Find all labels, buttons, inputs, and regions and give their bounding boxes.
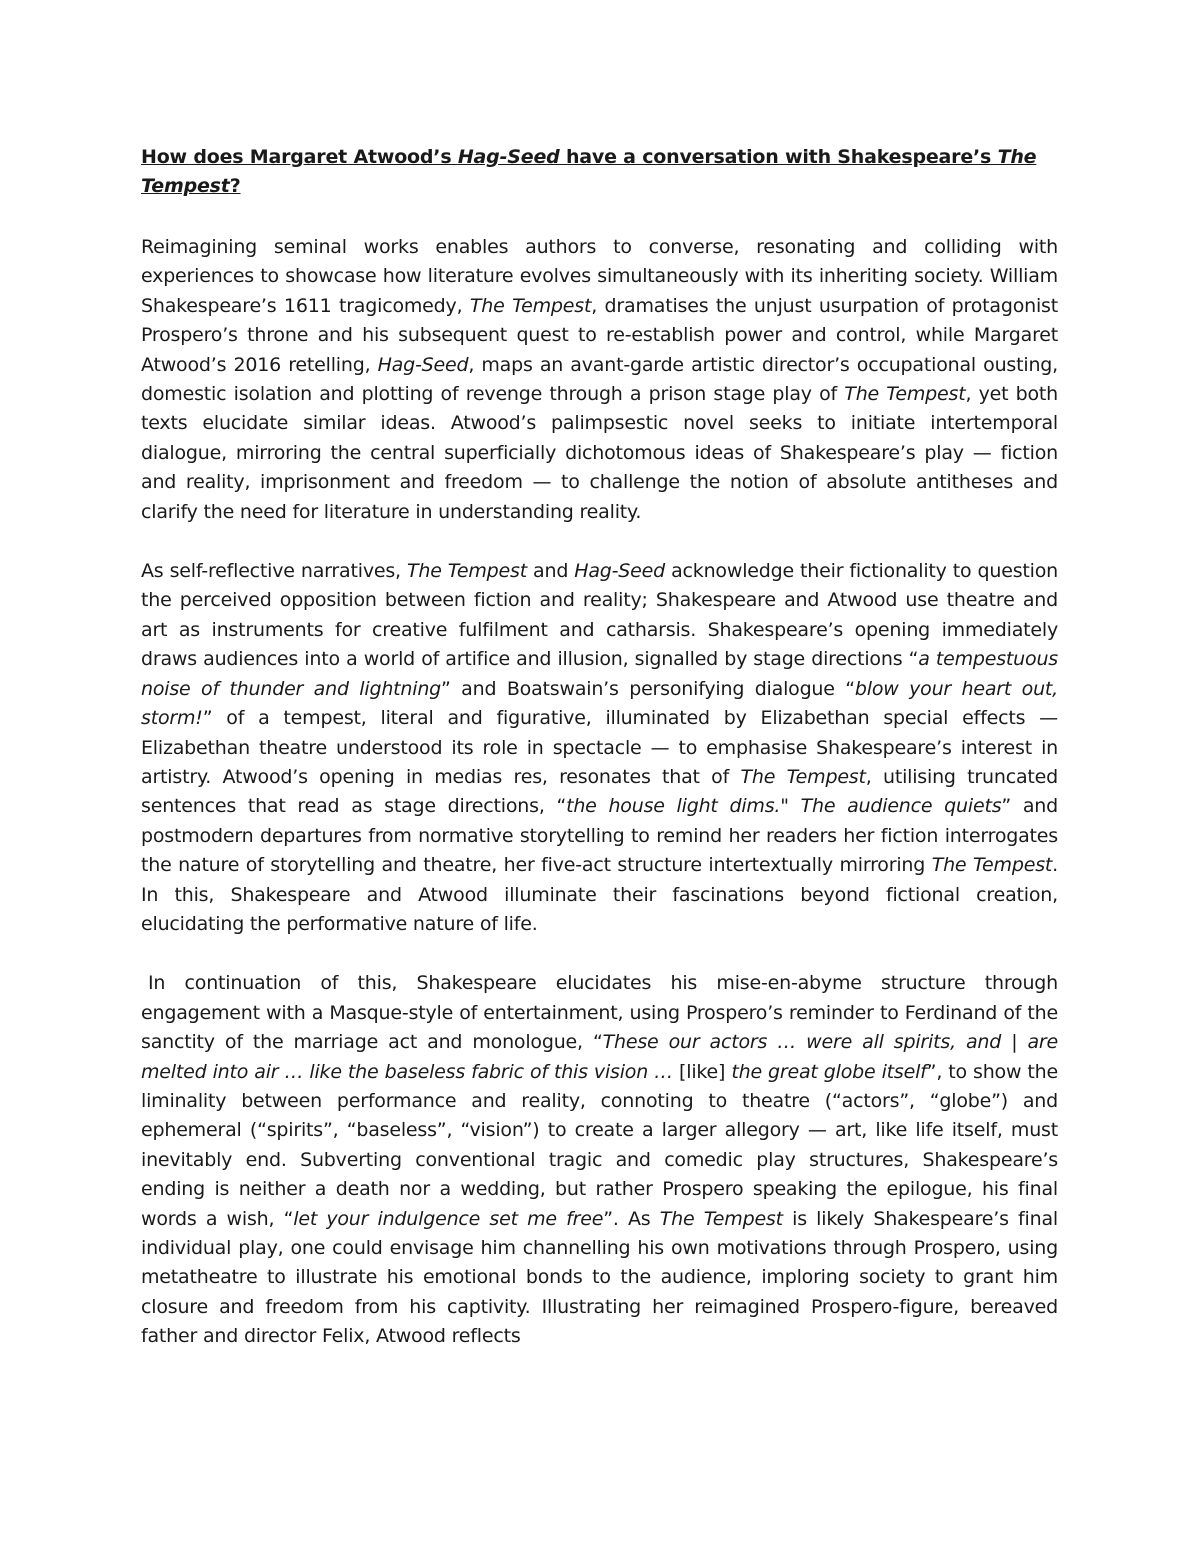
title-italic-hag-seed: Hag-Seed xyxy=(457,146,560,168)
italic-title-ref: Hag-Seed xyxy=(574,560,666,583)
italic-title-ref: The Tempest xyxy=(844,383,966,406)
paragraph-body-2 xyxy=(141,969,1058,1351)
paragraph-body-1 xyxy=(141,557,1058,939)
paragraph-text: . In this, Shakespeare and Atwood illuminate their fascinations beyond fictional creation, elucidating the performative nature of life. xyxy=(141,854,1058,935)
italic-title-ref: The Tempest xyxy=(740,765,866,788)
italic-quote: the house light dims." The audience quiets xyxy=(566,795,1002,818)
paragraph-text: , maps an avant-garde artistic director’s occupational ousting, domestic isolation and plotting of revenge through a prison stage play of xyxy=(141,353,1058,406)
italic-title-ref: Hag-Seed xyxy=(377,353,469,376)
paragraph-text: ” and Boatswain’s personifying dialogue “ xyxy=(441,677,855,700)
italic-quote: the great globe itself xyxy=(731,1060,927,1083)
italic-title-ref: The Tempest xyxy=(406,560,527,583)
paragraph-text: Reimagining seminal works enables authors to converse, resonating and colliding with experiences to showcase how literature evolves simultaneously with its inheriting society. William Shakespeare’s 1611 tragicomedy, xyxy=(141,236,1058,317)
italic-quote: let your indulgence set me free xyxy=(293,1207,604,1230)
paragraph-text: ” of a tempest, literal and figurative, illuminated by Elizabethan special effects — Elizabethan theatre understood its role in spectacle — to emphasise Shakespeare’s interest in artistry. Atwood’s opening in medias res, resonates that of xyxy=(141,707,1058,788)
italic-quote: blow your heart out, storm! xyxy=(141,677,1059,730)
italic-quote: a tempestuous noise of thunder and lightning xyxy=(141,648,1058,700)
paragraph-text: , dramatises the unjust usurpation of protagonist Prospero’s throne and his subsequent quest to re-establish power and control, while Margaret Atwood’s 2016 retelling, xyxy=(141,294,1058,376)
italic-title-ref: The Tempest xyxy=(659,1207,783,1230)
paragraph-text: ” and postmodern departures from normative storytelling to remind her readers her fiction interrogates the nature of storytelling and theatre, her five-act structure intertextually mirroring xyxy=(141,795,1058,877)
title-text: How does Margaret Atwood’s xyxy=(141,146,458,168)
paragraph-text: , yet both texts elucidate similar ideas. Atwood’s palimpsestic novel seeks to initiate intertemporal dialogue, mirroring the central superficially dichotomous ideas of Shakespeare’s play — fiction and reality, imprisonment and freedom — to challenge the notion of absolute antitheses and clarify the need for literature in understanding reality. xyxy=(141,383,1059,523)
document-title xyxy=(141,143,1058,201)
paragraph-text: , utilising truncated sentences that read as stage directions, “ xyxy=(141,765,1059,818)
paragraph-introduction xyxy=(141,233,1058,527)
italic-quote: These our actors … were all spirits, and | are melted into air … like the baseless fabric of this vision … xyxy=(141,1031,1059,1083)
paragraph-text: ”, to show the liminality between performance and reality, connoting to theatre (“actors”, “globe”) and ephemeral (“spirits”, “baseless”, “vision”) to create a larger allegory — art, like life itself, must inevitably end. Subverting conventional tragic and comedic play structures, Shakespeare’s ending is neither a death nor a wedding, but rather Prospero speaking the epilogue, his final words a wish, “ xyxy=(141,1060,1058,1230)
paragraph-text: acknowledge their fictionality to question the perceived opposition between fiction and reality; Shakespeare and Atwood use theatre and art as instruments for creative fulfilment and catharsis. Shakespeare’s opening immediately draws audiences into a world of artifice and illusion, signalled by stage directions “ xyxy=(141,560,1059,671)
document-page xyxy=(141,130,1058,1352)
paragraph-text: In continuation of this, Shakespeare elucidates his mise-en-abyme structure through engagement with a Masque-style of entertainment, using Prospero’s reminder to Ferdinand of the sanctity of the marriage act and monologue, “ xyxy=(141,972,1058,1054)
paragraph-text: [like] xyxy=(672,1060,732,1083)
paragraph-text: and xyxy=(526,560,575,583)
title-text: ? xyxy=(229,175,241,197)
paragraph-text: is likely Shakespeare’s final individual play, one could envisage him channelling his own motivations through Prospero, using metatheatre to illustrate his emotional bonds to the audience, imploring society to grant him closure and freedom from his captivity. Illustrating her reimagined Prospero-figure, bereaved father and director Felix, Atwood reflects xyxy=(141,1207,1058,1348)
italic-title-ref: The Tempest xyxy=(469,294,592,317)
paragraph-text: As self-reflective narratives, xyxy=(141,560,407,583)
paragraph-text: ”. As xyxy=(603,1207,660,1230)
italic-title-ref: The Tempest xyxy=(931,854,1053,877)
title-italic-the-tempest: The Tempest xyxy=(141,146,1037,197)
title-text: have a conversation with Shakespeare’s xyxy=(559,146,998,168)
